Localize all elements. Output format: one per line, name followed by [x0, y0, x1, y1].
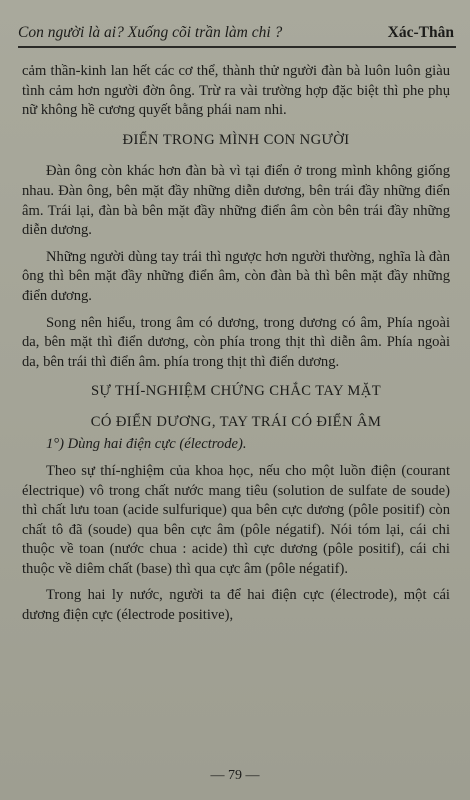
header-author: Xác-Thân	[387, 24, 454, 41]
subsection-title: 1°) Dùng hai điện cực (électrode).	[46, 436, 247, 453]
paragraph: Trong hai ly nước, người ta để hai điện cực (électrode), một cái dương điện cực (électrode positive),	[22, 587, 450, 624]
paragraph: cảm thần-kinh lan hết các cơ thể, thành thử người đàn bà luôn luôn giàu tình cảm hơn người đờn ông. Trừ ra vài trường hợp đặc biệt thì phe phụ nữ không hề cương quyết bằng phái nam nhi.	[22, 63, 450, 119]
header-title: Con người là ai? Xuống cõi trần làm chi ?	[18, 24, 283, 41]
section-heading: ĐIỂN TRONG MÌNH CON NGƯỜI	[122, 131, 350, 148]
paragraph: Theo sự thí-nghiệm của khoa học, nếu cho một luồn điện (courant électrique) vô trong chất nước mang tiêu (solution de sulfate de soude) thì chất lưu toan (acide sulfurique) qua bên cực dương (pôle positif) còn chất tô đã (soude) qua bên cực âm (pôle négatif). Nói tóm lại, cái chi thuộc về toan (nước chua : acide) thì cực dương (pôle positif), cái chi thuộc về diêm chất (base) thì qua cực âm (pôle négatif).	[22, 462, 450, 577]
paragraph: Song nên hiểu, trong âm có dương, trong dương có âm, Phía ngoài da, bên mặt thì điển dương, còn phía trong thịt thì diễn âm. Phía ngoài da, bên trái thì điển âm. phía trong thịt thì điển dương.	[22, 314, 450, 370]
paragraph: Những người dùng tay trái thì ngược hơn người thường, nghĩa là đàn ông thì bên mặt đầy những điển âm, còn đàn bà thì bên mặt đầy những điển dương.	[22, 248, 450, 304]
section-heading-line-2: CÓ ĐIỂN DƯƠNG, TAY TRÁI CÓ ĐIỂN ÂM	[90, 414, 382, 431]
page-number: — 79 —	[210, 768, 260, 783]
paragraph: Đàn ông còn khác hơn đàn bà vì tại điển ở trong mình không giống nhau. Đàn ông, bên mặt đầy những diễn dương, bên trái đầy những điển âm. Trái lại, đàn bà bên mặt đầy những điển âm còn bên trái đầy những diễn dương.	[22, 163, 450, 239]
page-body	[22, 62, 450, 633]
running-header	[18, 20, 456, 48]
section-heading-line-1: SỰ THÍ-NGHIỆM CHỨNG CHẮC TAY MẶT	[90, 383, 382, 400]
